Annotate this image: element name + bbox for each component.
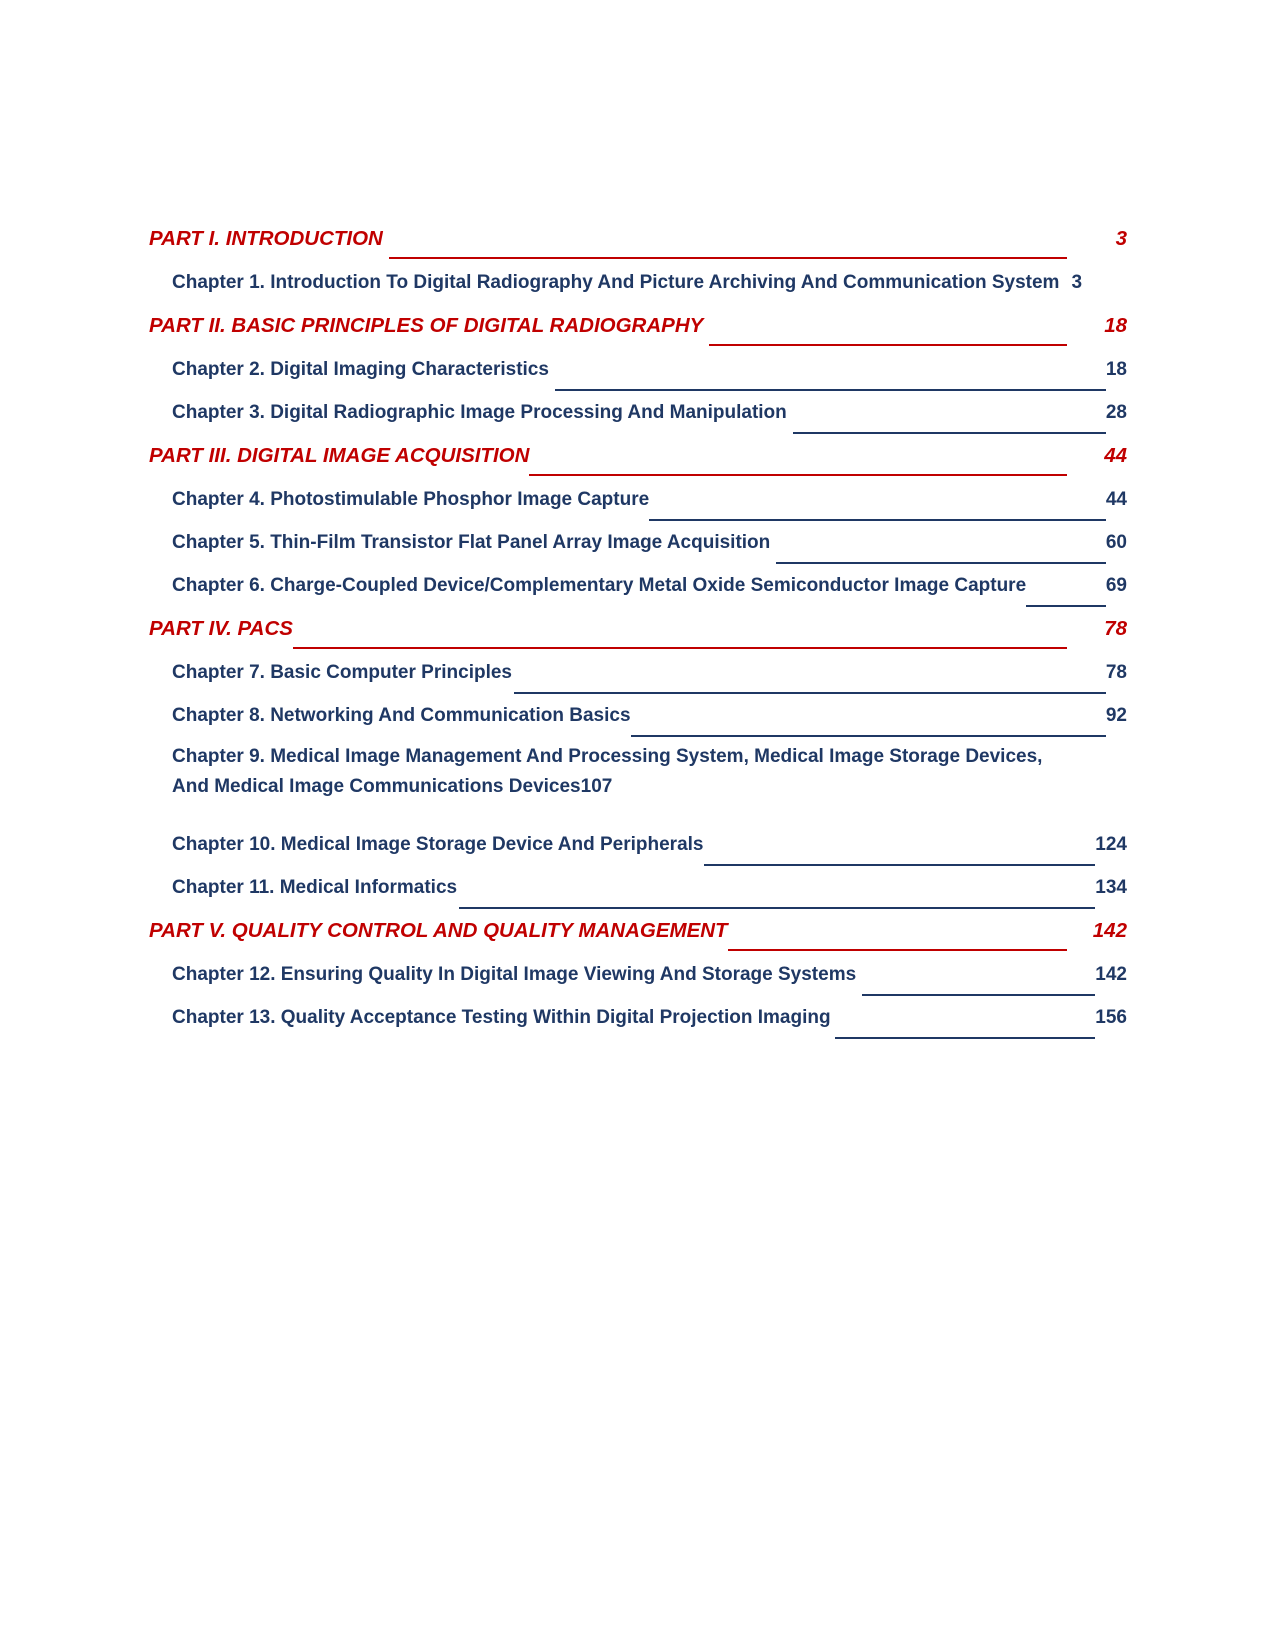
chapter-title: Chapter 12. Ensuring Quality In Digital Image Viewing And Storage Systems [172, 964, 857, 985]
page-number: 142 [1092, 919, 1127, 942]
page-number: 69 [1105, 575, 1127, 596]
part-title: PART II. BASIC PRINCIPLES OF DIGITAL RADIOGRAPHY [149, 314, 704, 337]
toc-chapter-4[interactable] [149, 483, 1127, 526]
dot-leader [862, 994, 1095, 996]
chapter-title: Chapter 5. Thin-Film Transistor Flat Panel Array Image Acquisition [172, 532, 771, 553]
page-number: 18 [1105, 359, 1127, 380]
page-number: 78 [1105, 662, 1127, 683]
chapter-title: Chapter 11. Medical Informatics [172, 877, 458, 898]
page-number: 18 [1104, 314, 1127, 337]
dot-leader [389, 257, 1067, 259]
toc-chapter-13[interactable] [149, 1001, 1127, 1044]
chapter-title: Chapter 10. Medical Image Storage Device And Peripherals [172, 834, 704, 855]
page-number: 134 [1095, 877, 1127, 898]
page-number: 44 [1105, 489, 1127, 510]
page-number: 107 [580, 776, 613, 797]
dot-leader [835, 1037, 1096, 1039]
dot-leader [704, 864, 1096, 866]
chapter-title: Chapter 13. Quality Acceptance Testing Within Digital Projection Imaging [172, 1007, 831, 1028]
dot-leader [514, 692, 1106, 694]
toc-part-4[interactable] [149, 612, 1127, 656]
page-number: 156 [1095, 1007, 1127, 1028]
chapter-title: Chapter 6. Charge-Coupled Device/Complementary Metal Oxide Semiconductor Image Capture [172, 575, 1027, 596]
toc-chapter-5[interactable] [149, 526, 1127, 569]
toc-chapter-8[interactable] [149, 699, 1127, 742]
chapter-title: Chapter 1. Introduction To Digital Radiography And Picture Archiving And Communication System [172, 272, 1060, 293]
dot-leader [1026, 605, 1106, 607]
chapter-title: Chapter 8. Networking And Communication Basics [172, 705, 631, 726]
chapter-title: Chapter 2. Digital Imaging Characteristics [172, 359, 549, 380]
page-number: 92 [1105, 705, 1127, 726]
part-title: PART III. DIGITAL IMAGE ACQUISITION [149, 444, 530, 467]
toc-chapter-2[interactable] [149, 353, 1127, 396]
page-number: 44 [1104, 444, 1127, 467]
dot-leader [555, 389, 1106, 391]
toc-chapter-11[interactable] [149, 871, 1127, 914]
table-of-contents [149, 222, 1127, 1044]
dot-leader [649, 519, 1106, 521]
dot-leader [631, 735, 1106, 737]
toc-chapter-3[interactable] [149, 396, 1127, 439]
chapter-title-line-1: Chapter 9. Medical Image Management And Processing System, Medical Image Storage Devices, [172, 746, 1043, 767]
toc-chapter-1[interactable] [149, 266, 1127, 309]
dot-leader [709, 344, 1067, 346]
chapter-title: Chapter 7. Basic Computer Principles [172, 662, 512, 683]
part-title: PART IV. PACS [149, 617, 293, 640]
page-number: 78 [1104, 617, 1127, 640]
dot-leader [293, 647, 1067, 649]
toc-chapter-9[interactable] [149, 742, 1127, 828]
dot-leader [793, 432, 1106, 434]
part-title: PART I. INTRODUCTION [149, 227, 383, 250]
part-title: PART V. QUALITY CONTROL AND QUALITY MANAGEMENT [149, 919, 728, 942]
chapter-title-line-2-row [172, 772, 1127, 802]
dot-leader [776, 562, 1106, 564]
page-number: 3 [1071, 272, 1083, 293]
page-number: 124 [1095, 834, 1127, 855]
toc-part-2[interactable] [149, 309, 1127, 353]
dot-leader [728, 949, 1067, 951]
toc-chapter-10[interactable] [149, 828, 1127, 871]
chapter-title: Chapter 3. Digital Radiographic Image Processing And Manipulation [172, 402, 787, 423]
toc-part-3[interactable] [149, 439, 1127, 483]
page-number: 142 [1095, 964, 1127, 985]
toc-part-5[interactable] [149, 914, 1127, 958]
toc-chapter-12[interactable] [149, 958, 1127, 1001]
toc-part-1[interactable] [149, 222, 1127, 266]
page-number: 28 [1105, 402, 1127, 423]
page-number: 3 [1115, 227, 1127, 250]
dot-leader [459, 907, 1095, 909]
dot-leader [529, 474, 1067, 476]
chapter-title-line-2: And Medical Image Communications Devices [172, 776, 581, 797]
toc-chapter-7[interactable] [149, 656, 1127, 699]
page-number: 60 [1105, 532, 1127, 553]
toc-chapter-6[interactable] [149, 569, 1127, 612]
chapter-title: Chapter 4. Photostimulable Phosphor Image Capture [172, 489, 650, 510]
